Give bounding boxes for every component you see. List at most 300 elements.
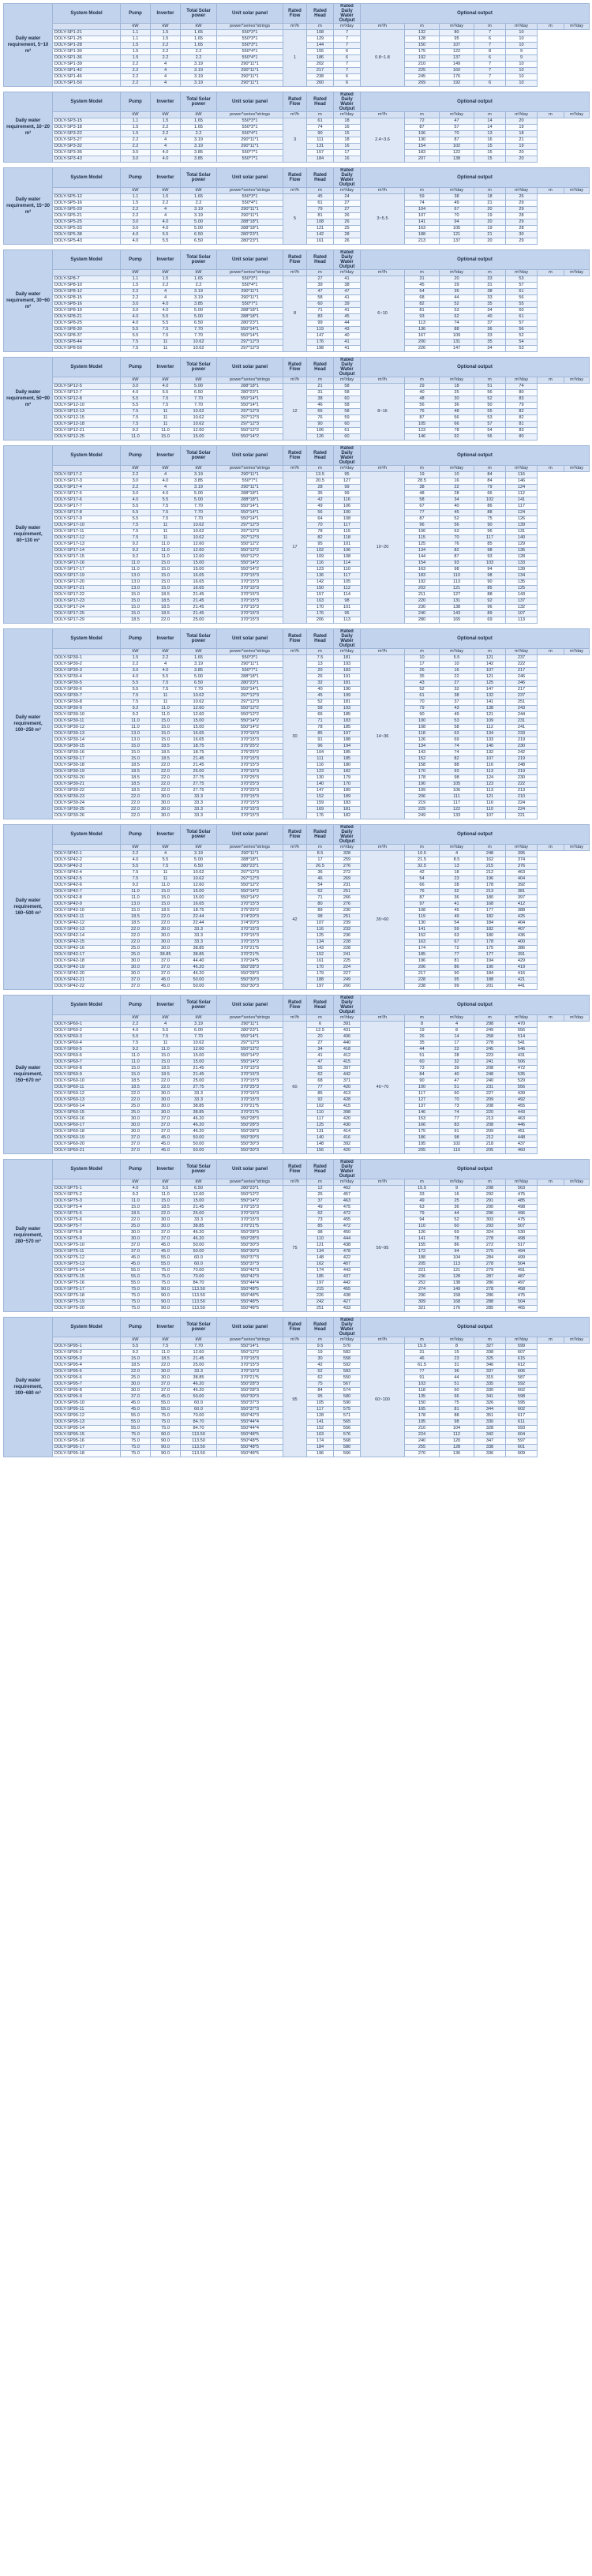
inverter-kw: 37.0	[151, 965, 181, 971]
solar-kw: 10.62	[181, 409, 217, 415]
opt-output-1: 23	[440, 1356, 474, 1363]
solar-kw: 7.70	[181, 504, 217, 510]
inverter-kw: 4	[151, 472, 181, 478]
opt-head-1: 144	[405, 554, 440, 561]
unit-m: m	[474, 270, 506, 276]
pump-kw: 75.0	[121, 1438, 151, 1445]
opt-head-2: 180	[474, 933, 506, 939]
unit-m: m	[307, 112, 334, 118]
optional-output-header: Optional output	[361, 92, 590, 112]
opt-output-1: 18	[440, 870, 474, 876]
opt-head-2: 125	[474, 681, 506, 687]
unit-m3day: m³/day	[506, 466, 538, 472]
opt-output-1: 121	[440, 232, 474, 238]
opt-head-2: 205	[474, 1148, 506, 1154]
inverter-kw: 22.0	[151, 1085, 181, 1091]
panel-config: 290*11*1	[217, 485, 283, 491]
opt-head-2: 140	[474, 744, 506, 750]
opt-head-1: 195	[405, 1419, 440, 1426]
head: 66	[307, 409, 334, 415]
opt-output-2: 248	[506, 763, 538, 769]
opt-output-2: 443	[506, 1110, 538, 1116]
panel-config: 288*18*1	[217, 674, 283, 681]
unit-kw: kW	[151, 270, 181, 276]
head: 176	[307, 611, 334, 617]
pump-kw: 13.0	[121, 573, 151, 579]
head: 147	[307, 788, 334, 794]
opt-output-2: 541	[506, 1041, 538, 1047]
unit-m: m	[474, 1179, 506, 1186]
solar-kw: 5.00	[181, 384, 217, 390]
opt-head-1: 163	[405, 939, 440, 946]
pump-kw: 1.5	[121, 49, 151, 55]
opt-head-2: 56	[474, 434, 506, 441]
opt-head-1: 178	[405, 1413, 440, 1419]
opt-output-2: 244	[506, 712, 538, 718]
inverter-kw: 4.0	[151, 156, 181, 163]
model: DOLY-SP30-26	[53, 813, 121, 819]
daily-output: 193	[334, 706, 361, 712]
rated-flow-value: 42	[283, 851, 307, 990]
opt-output-2: 29	[506, 219, 538, 226]
opt-output-2: 504	[506, 1299, 538, 1306]
pump-kw: 5.5	[121, 516, 151, 523]
daily-output: 580	[334, 1445, 361, 1451]
opt-head-1: 56	[405, 403, 440, 409]
unit-m3day: m³/day	[506, 845, 538, 851]
panel-config: 370*21*5	[217, 1104, 283, 1110]
head: 8.5	[307, 851, 334, 857]
daily-output: 420	[334, 1116, 361, 1123]
daily-output: 117	[334, 573, 361, 579]
daily-output: 58	[334, 403, 361, 409]
opt-output-2: 602	[506, 1388, 538, 1394]
inverter-kw: 11	[151, 529, 181, 535]
panel-config: 550*30*3	[217, 984, 283, 990]
model: DOLY-SP60-17	[53, 1123, 121, 1129]
panel-config: 280*23*1	[217, 681, 283, 687]
pump-kw: 9.2	[121, 428, 151, 434]
panel-config: 550*4*1	[217, 131, 283, 137]
head: 46	[307, 876, 334, 883]
head: 91	[307, 737, 334, 744]
opt-head-1: 113	[405, 321, 440, 327]
opt-output-2: 374	[506, 857, 538, 864]
opt-output-1: 138	[440, 605, 474, 611]
opt-head-2: 208	[474, 1123, 506, 1129]
opt-head-1: 202	[405, 586, 440, 592]
panel-config: 550*14*2	[217, 895, 283, 902]
solar-kw: 113.50	[181, 1299, 217, 1306]
head: 90	[307, 131, 334, 137]
daily-output: 99	[334, 485, 361, 491]
inverter-kw: 4	[151, 851, 181, 857]
opt-output-2: 224	[506, 801, 538, 807]
model: DOLY-SP95-13	[53, 1419, 121, 1426]
panel-config: 370*15*3	[217, 1217, 283, 1224]
model: DOLY-SP12-5	[53, 384, 121, 390]
pump-kw: 18.5	[121, 782, 151, 788]
model: DOLY-SP3-18	[53, 125, 121, 131]
opt-head-1: 15.5	[405, 1344, 440, 1350]
pump-kw: 55.0	[121, 1268, 151, 1274]
head: 102	[307, 1104, 334, 1110]
model: DOLY-SP12-7	[53, 390, 121, 396]
pump-kw: 9.2	[121, 883, 151, 889]
rated-flow-value: 12	[283, 384, 307, 441]
opt-head-1: 97	[405, 902, 440, 908]
inverter-kw: 75.0	[151, 1281, 181, 1287]
panel-config: 370*15*3	[217, 756, 283, 763]
inverter-kw: 11	[151, 870, 181, 876]
opt-head-2: 13	[474, 131, 506, 137]
solar-kw: 3.85	[181, 150, 217, 156]
inverter-kw: 7.5	[151, 1344, 181, 1350]
system-model-header: System Model	[53, 4, 121, 24]
opt-head-1: 137	[405, 1104, 440, 1110]
inverter-kw: 90.0	[151, 1432, 181, 1438]
solar-kw: 3.19	[181, 144, 217, 150]
panel-config: 370*15*3	[217, 1369, 283, 1375]
daily-output: 224	[334, 965, 361, 971]
opt-output-1: 98	[440, 775, 474, 782]
pump-series-table-9	[3, 995, 590, 1154]
unit-m: m	[474, 845, 506, 851]
table-row	[4, 851, 590, 857]
head: 35	[307, 491, 334, 497]
opt-output-1: 74	[440, 1110, 474, 1116]
pump-kw: 15.0	[121, 756, 151, 763]
opt-output-2: 224	[506, 807, 538, 813]
panel-config: 375*25*2	[217, 908, 283, 914]
head: 148	[307, 1142, 334, 1148]
opt-head-2: 241	[474, 1059, 506, 1066]
opt-output-2: 81	[506, 422, 538, 428]
panel-config: 370*15*3	[217, 769, 283, 775]
panel-config: 370*25*3	[217, 782, 283, 788]
solar-kw: 25.00	[181, 617, 217, 624]
solar-kw: 50.00	[181, 1135, 217, 1142]
model: DOLY-SP30-20	[53, 775, 121, 782]
opt-output-1: 149	[440, 1287, 474, 1293]
table-row	[4, 1344, 590, 1350]
opt-output-1: 70	[440, 535, 474, 542]
opt-head-2: 7	[474, 62, 506, 68]
unit-flow: m³/h	[283, 24, 307, 30]
opt-output-2: 112	[506, 491, 538, 497]
panel-config: 290*11*1	[217, 851, 283, 857]
daily-output: 44	[334, 321, 361, 327]
pump-kw: 7.5	[121, 535, 151, 542]
opt-output-1: 54	[440, 921, 474, 927]
unit-m: m	[307, 1337, 334, 1344]
solar-kw: 5.00	[181, 491, 217, 497]
opt-output-1: 158	[440, 1293, 474, 1299]
daily-output: 170	[334, 782, 361, 788]
opt-output-2: 400	[506, 939, 538, 946]
opt-output-2: 472	[506, 1066, 538, 1072]
water-requirement-label: Daily water requirement, 5~10 m³	[4, 4, 53, 87]
opt-head-2: 88	[474, 510, 506, 516]
panel-config: 550*48*5	[217, 1306, 283, 1312]
solar-kw: 5.00	[181, 857, 217, 864]
units-row	[4, 24, 590, 30]
solar-kw: 7.70	[181, 1344, 217, 1350]
solar-kw: 33.3	[181, 1217, 217, 1224]
head: 41	[307, 1053, 334, 1059]
opt-output-2: 134	[506, 573, 538, 579]
daily-output: 38	[334, 283, 361, 289]
opt-output-2: 231	[506, 718, 538, 725]
rated-flow-value: 75	[283, 1186, 307, 1312]
opt-output-1: 143	[440, 611, 474, 617]
opt-output-2: 217	[506, 687, 538, 693]
opt-output-2: 219	[506, 756, 538, 763]
panel-config: 290*11*1	[217, 289, 283, 295]
pump-kw: 55.0	[121, 1274, 151, 1281]
inverter-kw: 2.2	[151, 655, 181, 662]
daily-output: 249	[334, 977, 361, 984]
panel-config: 290*11*1	[217, 68, 283, 74]
opt-output-2: 117	[506, 504, 538, 510]
table-row	[4, 276, 590, 283]
head: 84	[307, 1388, 334, 1394]
opt-output-1: 22	[440, 1047, 474, 1053]
daily-output: 117	[334, 523, 361, 529]
opt-head-2: 85	[474, 542, 506, 548]
panel-config: 550*3*1	[217, 30, 283, 36]
inverter-kw: 15.0	[151, 725, 181, 731]
model: DOLY-SP95-5	[53, 1369, 121, 1375]
panel-config: 550*48*5	[217, 1287, 283, 1293]
opt-output-2: 416	[506, 971, 538, 977]
pump-kw: 13.0	[121, 586, 151, 592]
head: 81	[307, 213, 334, 219]
unit-flow: m³/h	[361, 1337, 405, 1344]
opt-head-1: 127	[405, 1097, 440, 1104]
daily-output: 185	[334, 712, 361, 718]
opt-head-1: 108	[405, 908, 440, 914]
daily-output: 59	[334, 415, 361, 422]
units-row	[4, 649, 590, 655]
opt-head-1: 280	[405, 617, 440, 624]
solar-kw: 21.45	[181, 598, 217, 605]
inverter-header: Inverter	[151, 1318, 181, 1337]
head: 159	[307, 801, 334, 807]
opt-output-1: 95	[440, 977, 474, 984]
opt-output-1: 5.5	[440, 655, 474, 662]
model: DOLY-SP17-4	[53, 485, 121, 491]
inverter-kw: 11	[151, 693, 181, 699]
pump-kw: 30.0	[121, 965, 151, 971]
opt-head-1: 42	[405, 870, 440, 876]
pump-series-table-10	[3, 1159, 590, 1312]
head: 76	[307, 415, 334, 422]
solar-kw: 2.2	[181, 131, 217, 137]
opt-head-2: 227	[474, 1091, 506, 1097]
inverter-kw: 30.0	[151, 1224, 181, 1230]
opt-output-2: 74	[506, 384, 538, 390]
opt-head-1: 31	[405, 1350, 440, 1356]
daily-output: 181	[334, 807, 361, 813]
head: 47	[307, 289, 334, 295]
daily-output: 259	[334, 857, 361, 864]
daily-output: 442	[334, 1072, 361, 1078]
opt-head-2: 79	[474, 485, 506, 491]
pump-kw: 7.5	[121, 876, 151, 883]
opt-head-2: 213	[474, 889, 506, 895]
solar-kw: 3.19	[181, 207, 217, 213]
inverter-kw: 30.0	[151, 1217, 181, 1224]
opt-output-2: 485	[506, 1198, 538, 1205]
opt-output-1: 120	[440, 1438, 474, 1445]
table-row	[4, 655, 590, 662]
unit-kw: kW	[121, 1179, 151, 1186]
opt-output-1: 128	[440, 1274, 474, 1281]
inverter-kw: 11.0	[151, 554, 181, 561]
pump-kw: 2.2	[121, 289, 151, 295]
pump-kw: 22.0	[121, 1369, 151, 1375]
opt-head-1: 60	[405, 1059, 440, 1066]
opt-output-1: 138	[440, 156, 474, 163]
panel-config: 280*23*1	[217, 1186, 283, 1192]
inverter-kw: 45.0	[151, 1148, 181, 1154]
daily-output-header: Rated Daily Water Output	[334, 1160, 361, 1179]
inverter-kw: 45.0	[151, 984, 181, 990]
model: DOLY-SP30-24	[53, 801, 121, 807]
model: DOLY-SP95-8	[53, 1388, 121, 1394]
daily-output: 179	[334, 775, 361, 782]
inverter-kw: 4.0	[151, 478, 181, 485]
opt-head-1: 165	[405, 1407, 440, 1413]
opt-output-2: 210	[506, 794, 538, 801]
panel-config: 280*23*1	[217, 321, 283, 327]
opt-head-2: 56	[474, 390, 506, 396]
pump-kw: 1.5	[121, 131, 151, 137]
panel-config: 550*3*1	[217, 43, 283, 49]
pump-kw: 25.0	[121, 1224, 151, 1230]
rated-flow-header: Rated Flow	[283, 825, 307, 845]
opt-output-2: 237	[506, 655, 538, 662]
model: DOLY-SP75-19	[53, 1299, 121, 1306]
opt-head-1: 67	[405, 504, 440, 510]
opt-output-1: 28	[440, 883, 474, 889]
opt-output-2: 82	[506, 409, 538, 415]
head: 13.5	[307, 472, 334, 478]
opt-head-2: 341	[474, 1394, 506, 1400]
pump-kw: 11.0	[121, 895, 151, 902]
units-row	[4, 377, 590, 384]
opt-output-2: 611	[506, 1419, 538, 1426]
panel-config: 550*4*1	[217, 55, 283, 62]
opt-head-1: 119	[405, 914, 440, 921]
pump-kw: 18.5	[121, 1078, 151, 1085]
head: 20.5	[307, 478, 334, 485]
opt-head-2: 34	[474, 308, 506, 314]
daily-output: 251	[334, 914, 361, 921]
opt-head-1: 52	[405, 687, 440, 693]
opt-output-2: 29	[506, 207, 538, 213]
panel-config: 550*12*2	[217, 1047, 283, 1053]
solar-kw: 5.00	[181, 226, 217, 232]
opt-head-2: 286	[474, 1293, 506, 1299]
table-row	[4, 1022, 590, 1028]
inverter-kw: 15.0	[151, 573, 181, 579]
head: 26.5	[307, 864, 334, 870]
solar-power-header: Total Solar power	[181, 1318, 217, 1337]
opt-output-1: 25	[440, 1198, 474, 1205]
pump-kw: 3.0	[121, 219, 151, 226]
pump-kw: 9.2	[121, 542, 151, 548]
opt-output-1: 67	[440, 939, 474, 946]
panel-config: 550*14*1	[217, 504, 283, 510]
panel-config: 550*12*2	[217, 428, 283, 434]
opt-output-1: 18	[440, 384, 474, 390]
opt-head-2: 279	[474, 1268, 506, 1274]
opt-head-2: 188	[474, 977, 506, 984]
unit-m3day: m³/day	[564, 24, 590, 30]
solar-power-header: Total Solar power	[181, 92, 217, 112]
unit-m3day: m³/day	[506, 112, 538, 118]
opt-head-2: 38	[474, 289, 506, 295]
panel-config: 370*15*3	[217, 573, 283, 579]
solar-kw: 113.50	[181, 1445, 217, 1451]
inverter-kw: 22.0	[151, 1211, 181, 1217]
opt-head-2: 20	[474, 238, 506, 245]
unit-m3day: m³/day	[564, 649, 590, 655]
opt-output-2: 83	[506, 396, 538, 403]
daily-output: 412	[334, 1053, 361, 1059]
solar-kw: 21.45	[181, 763, 217, 769]
opt-output-2: 219	[506, 737, 538, 744]
opt-output-1: 9	[440, 1186, 474, 1192]
opt-output-1: 106	[440, 788, 474, 794]
opt-output-2: 20	[506, 118, 538, 125]
inverter-kw: 22.0	[151, 1078, 181, 1085]
unit-kw: kW	[151, 377, 181, 384]
opt-head-1: 118	[405, 731, 440, 737]
flow-range-value: 0.8~1.8	[361, 30, 405, 87]
head: 215	[307, 1287, 334, 1293]
opt-output-1: 88	[440, 327, 474, 333]
model: DOLY-SP30-23	[53, 794, 121, 801]
opt-head-2: 190	[474, 965, 506, 971]
pump-kw: 11.0	[121, 567, 151, 573]
opt-output-1: 128	[440, 1445, 474, 1451]
solar-kw: 3.19	[181, 81, 217, 87]
opt-head-2: 292	[474, 1192, 506, 1198]
daily-output: 7	[334, 62, 361, 68]
pump-kw: 2.2	[121, 68, 151, 74]
opt-output-2: 251	[506, 699, 538, 706]
model: DOLY-SP12-18	[53, 422, 121, 428]
unit-m: m	[307, 188, 334, 194]
opt-head-1: 270	[405, 1451, 440, 1457]
panel-config: 550*7*1	[217, 668, 283, 674]
opt-head-1: 252	[405, 1281, 440, 1287]
system-model-header: System Model	[53, 629, 121, 649]
head: 12.5	[307, 1028, 334, 1034]
daily-output: 583	[334, 1369, 361, 1375]
unit-m3day: m³/day	[440, 649, 474, 655]
head: 108	[307, 219, 334, 226]
unit-m: m	[405, 112, 440, 118]
opt-head-1: 150	[405, 43, 440, 49]
pump-kw: 25.0	[121, 946, 151, 952]
opt-output-2: 439	[506, 1091, 538, 1097]
table-row	[4, 194, 590, 201]
head: 85	[307, 731, 334, 737]
